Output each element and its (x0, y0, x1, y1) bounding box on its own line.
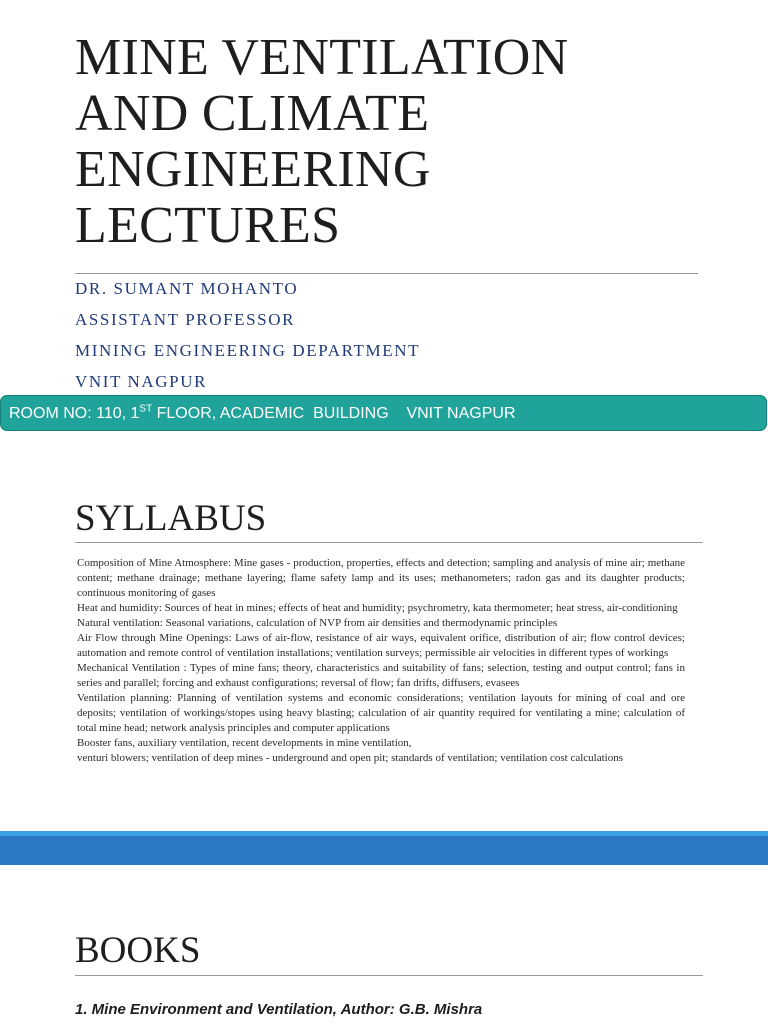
room-prefix: ROOM NO: 110, 1 (9, 405, 140, 422)
author-designation: ASSISTANT PROFESSOR (75, 310, 296, 329)
title-line: ENGINEERING (75, 141, 431, 198)
author-name: DR. SUMANT MOHANTO (75, 279, 299, 298)
book-item: 1. Mine Environment and Ventilation, Author: G.B. Mishra (75, 1001, 483, 1018)
syllabus-paragraph: Air Flow through Mine Openings: Laws of air-flow, resistance of air ways, equivalent orifice, distribution of air; flow control devices; automation and remote control of ventilation installations; ventilation surveys; permissible air velocities in different types of workings (77, 632, 685, 659)
syllabus-paragraph: Mechanical Ventilation : Types of mine fans; theory, characteristics and suitability of fans; selection, testing and output control; fans in series and parallel; forcing and exhaust configurations; reversal of flow; fan drifts, diffusers, evasees (77, 662, 685, 689)
syllabus-paragraph: Ventilation planning: Planning of ventilation systems and economic considerations; ventilation layouts for mining of coal and ore deposits; ventilation of workings/stopes using heavy blasting; calculation of air quantity required for ventilating a mine; calculation of total mine head; network analysis principles and computer applications (77, 692, 685, 734)
syllabus-heading: SYLLABUS (75, 498, 267, 539)
author-department: MINING ENGINEERING DEPARTMENT (75, 341, 421, 360)
books-divider (75, 975, 703, 976)
syllabus-divider (75, 542, 703, 543)
title-line: MINE VENTILATION (75, 29, 569, 86)
title-divider (75, 273, 698, 274)
author-block (75, 276, 420, 400)
room-suffix: FLOOR, ACADEMIC BUILDING VNIT NAGPUR (152, 405, 516, 422)
syllabus-paragraph: Composition of Mine Atmosphere: Mine gases - production, properties, effects and detection; sampling and analysis of mine air; methane content; methane drainage; methane layering; flame safety lamp and its uses; methanometers; radon gas and its daughter products; continuous monitoring of gases (77, 557, 685, 599)
room-banner (0, 395, 767, 431)
author-institute: VNIT NAGPUR (75, 372, 208, 391)
syllabus-paragraph: Heat and humidity: Sources of heat in mines; effects of heat and humidity; psychrometry, kata thermometer; heat stress, air-conditioning (77, 602, 678, 614)
room-floor-superscript: ST (139, 403, 153, 415)
books-heading: BOOKS (75, 930, 201, 971)
page-separator-band (0, 836, 768, 865)
syllabus-paragraph: venturi blowers; ventilation of deep mines - underground and open pit; standards of ventilation; ventilation cost calculations (77, 752, 624, 764)
title-line: LECTURES (75, 197, 341, 254)
syllabus-text (77, 556, 685, 766)
title-line: AND CLIMATE (75, 85, 430, 142)
syllabus-paragraph: Booster fans, auxiliary ventilation, recent developments in mine ventilation, (77, 737, 412, 749)
document-title (75, 30, 715, 254)
syllabus-paragraph: Natural ventilation: Seasonal variations, calculation of NVP from air densities and thermodynamic principles (77, 617, 558, 629)
